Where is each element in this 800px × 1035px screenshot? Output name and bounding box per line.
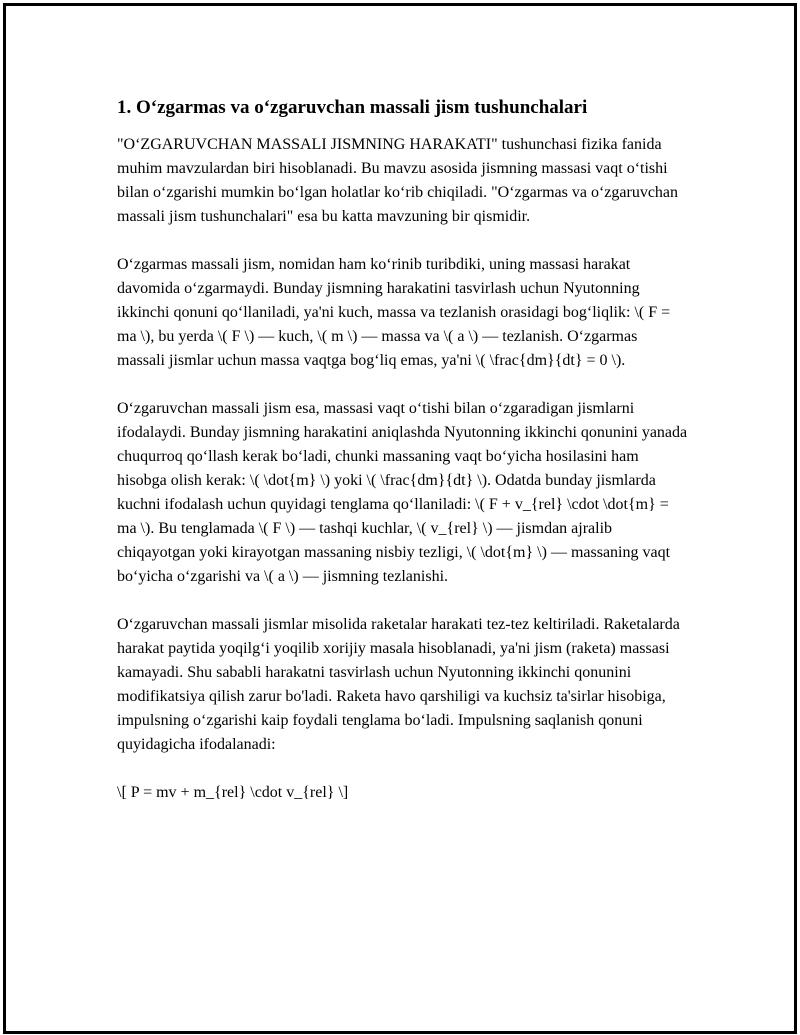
paragraph-variable-mass: O‘zgaruvchan massali jism esa, massasi vaqt o‘tishi bilan o‘zgaradigan jismlarni ifodalaydi. Bunday jismning harakatini aniqlashda Nyutonning ikkinchi qonunini yanada chuqurroq qo‘llash kerak bo‘ladi, chunki massaning vaqt bo‘yicha hosilasini ham hisobga olish kerak: \( \dot{m} \) yoki \( \frac{dm}{dt} \). Odatda bunday jismlarda kuchni ifodalash uchun quyidagi tenglama qo‘llaniladi: \( F + v_{rel} \cdot \dot{m} = ma \). Bu tenglamada \( F \) — tashqi kuchlar, \( v_{rel} \) — jismdan ajralib chiqayotgan yoki kirayotgan massaning nisbiy tezligi, \( \dot{m} \) — massaning vaqt bo‘yicha o‘zgarishi va \( a \) — jismning tezlanishi. bbox=[117, 400, 688, 585]
paragraph-intro: "O‘ZGARUVCHAN MASSALI JISMNING HARAKATI" tushunchasi fizika fanida muhim mavzulardan biri hisoblanadi. Bu mavzu asosida jismning massasi vaqt o‘tishi bilan o‘zgarishi mumkin bo‘lgan holatlar ko‘rib chiqiladi. "O‘zgarmas va o‘zgaruvchan massali jism tushunchalari" esa bu katta mavzuning bir qismidir. bbox=[117, 136, 679, 225]
paragraph-rockets: O‘zgaruvchan massali jismlar misolida raketalar harakati tez-tez keltiriladi. Raketalarda harakat paytida yoqilg‘i yoqilib xorijiy masala hisoblanadi, ya'ni jism (raketa) massasi kamayadi. Shu sababli harakatni tasvirlash uchun Nyutonning ikkinchi qonunini modifikatsiya qilish zarur bo'ladi. Raketa havo qarshiligi va kuchsiz ta'sirlar hisobiga, impulsning o‘zgarishi kaip foydali tenglama bo‘ladi. Impulsning saqlanish qonuni quyidagicha ifodalanadi: bbox=[117, 616, 680, 753]
paragraph-constant-mass: O‘zgarmas massali jism, nomidan ham ko‘rinib turibdiki, uning massasi harakat davomida o‘zgarmaydi. Bunday jismning harakatini tasvirlash uchun Nyutonning ikkinchi qonuni qo‘llaniladi, ya'ni kuch, massa va tezlanish orasidagi bog‘liqlik: \( F = ma \), bu yerda \( F \) — kuch, \( m \) — massa va \( a \) — tezlanish. O‘zgarmas massali jismlar uchun massa vaqtga bog‘liq emas, ya'ni \( \frac{dm}{dt} = 0 \). bbox=[117, 256, 671, 369]
impulse-formula: \[ P = mv + m_{rel} \cdot v_{rel} \] bbox=[117, 784, 349, 801]
document-body bbox=[117, 96, 689, 829]
section-heading: 1. O‘zgarmas va o‘zgaruvchan massali jism tushunchalari bbox=[117, 97, 588, 118]
